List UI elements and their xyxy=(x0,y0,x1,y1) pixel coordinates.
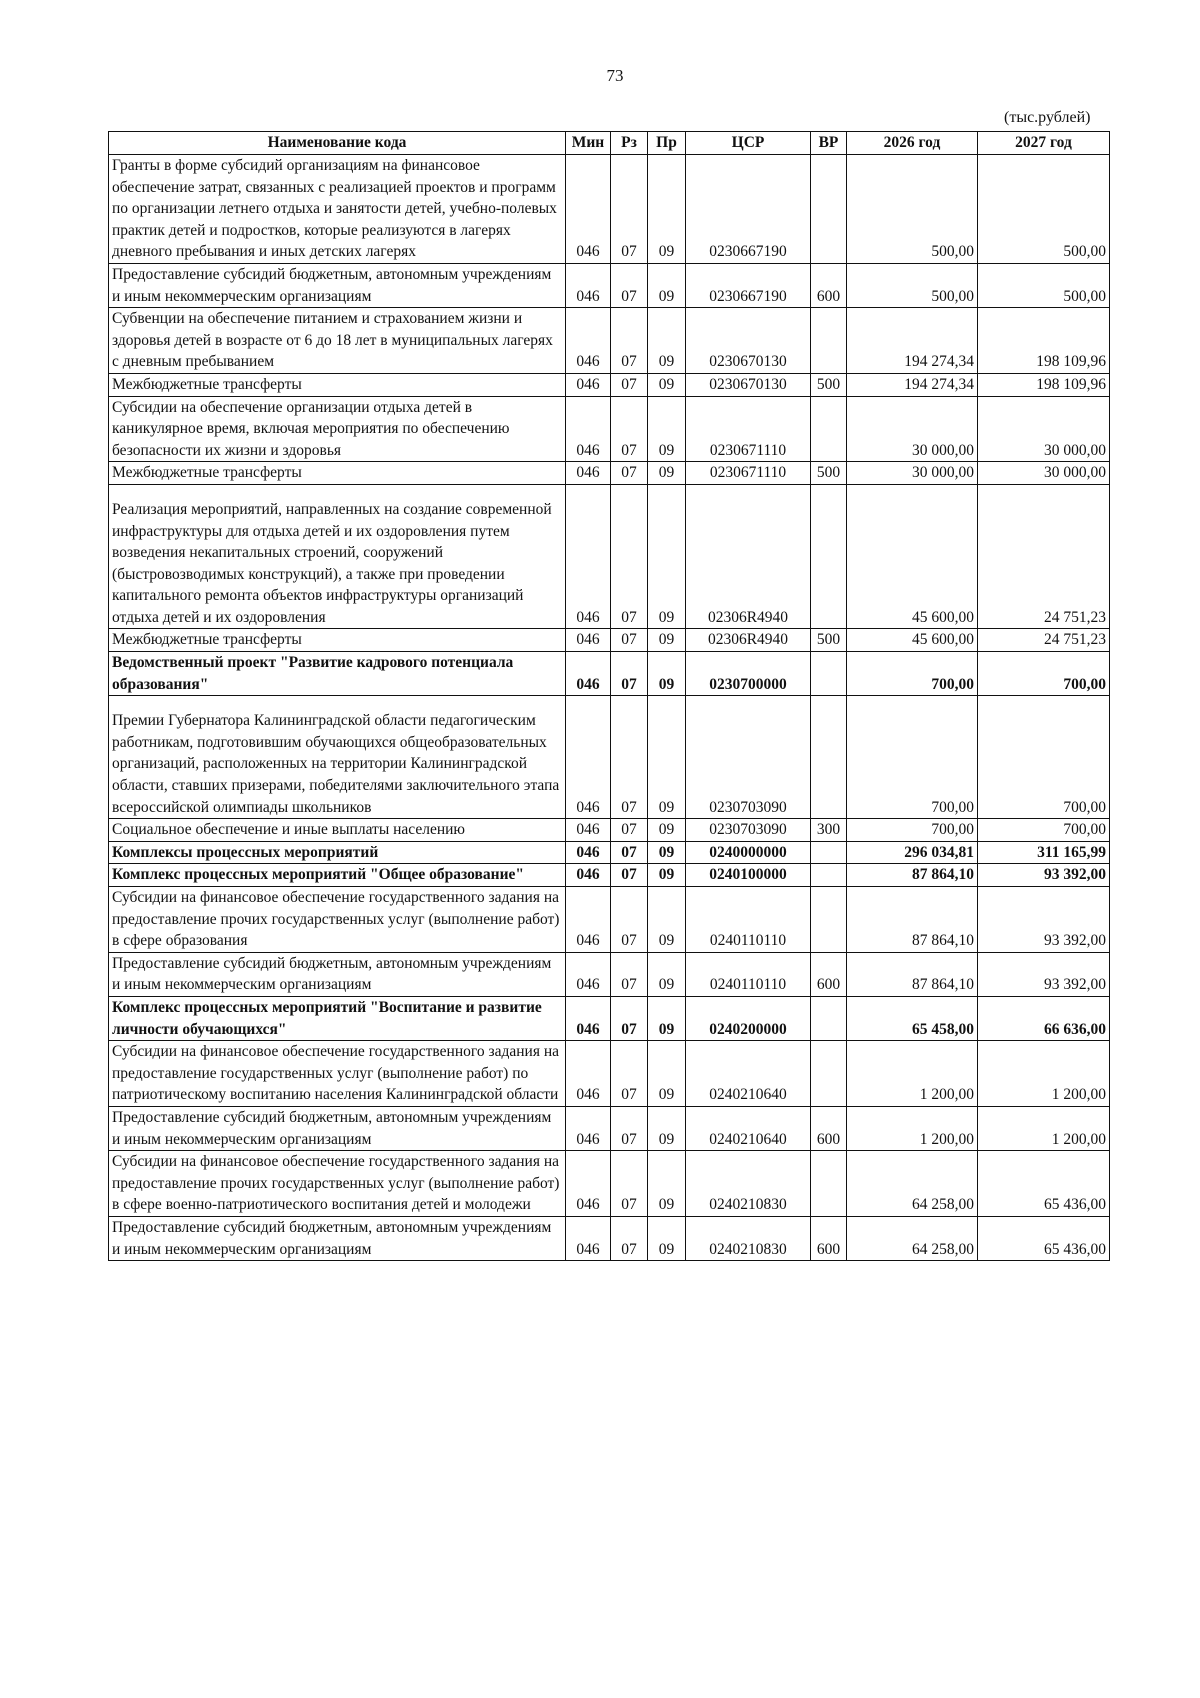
table-row xyxy=(109,629,1110,652)
row-rz: 07 xyxy=(611,396,648,462)
row-csr: 02306R4940 xyxy=(686,629,811,652)
row-amount-2026: 194 274,34 xyxy=(847,308,978,374)
row-name: Реализация мероприятий, направленных на создание современной инфраструктуры для отдыха детей и их оздоровления путем возведения некапитальных строений, сооружений (быстровозводимых конструкций), а также при проведении капитального ремонта объектов инфраструктуры организаций отдыха детей и их оздоровления xyxy=(109,484,566,629)
row-amount-2026: 45 600,00 xyxy=(847,484,978,629)
row-csr: 0240110110 xyxy=(686,887,811,953)
row-vr xyxy=(811,155,847,264)
row-pr: 09 xyxy=(648,696,686,819)
row-vr xyxy=(811,484,847,629)
row-amount-2026: 30 000,00 xyxy=(847,462,978,485)
table-row xyxy=(109,696,1110,819)
row-amount-2026: 194 274,34 xyxy=(847,373,978,396)
row-pr: 09 xyxy=(648,1216,686,1260)
row-pr: 09 xyxy=(648,155,686,264)
row-csr: 0240210640 xyxy=(686,1106,811,1150)
table-row xyxy=(109,462,1110,485)
row-name: Предоставление субсидий бюджетным, автономным учреждениям и иным некоммерческим организациям xyxy=(109,263,566,307)
row-name: Предоставление субсидий бюджетным, автономным учреждениям и иным некоммерческим организациям xyxy=(109,1216,566,1260)
row-min: 046 xyxy=(566,652,611,696)
row-amount-2027: 500,00 xyxy=(978,263,1110,307)
row-vr: 500 xyxy=(811,373,847,396)
row-vr: 300 xyxy=(811,819,847,842)
row-vr xyxy=(811,1041,847,1107)
row-csr: 0240210830 xyxy=(686,1216,811,1260)
row-rz: 07 xyxy=(611,841,648,864)
row-amount-2027: 700,00 xyxy=(978,696,1110,819)
row-amount-2026: 87 864,10 xyxy=(847,864,978,887)
row-name: Комплекс процессных мероприятий "Воспитание и развитие личности обучающихся" xyxy=(109,996,566,1040)
row-csr: 0240200000 xyxy=(686,996,811,1040)
row-min: 046 xyxy=(566,819,611,842)
row-amount-2026: 45 600,00 xyxy=(847,629,978,652)
table-row xyxy=(109,1151,1110,1217)
row-name: Гранты в форме субсидий организациям на финансовое обеспечение затрат, связанных с реализацией проектов и программ по организации летнего отдыха и занятости детей, учебно-полевых практик детей и подростков, которые реализуются в лагерях дневного пребывания и иных детских лагерях xyxy=(109,155,566,264)
row-csr: 02306R4940 xyxy=(686,484,811,629)
table-row xyxy=(109,1216,1110,1260)
row-csr: 0230671110 xyxy=(686,462,811,485)
units-label: (тыс.рублей) xyxy=(1004,109,1091,126)
row-rz: 07 xyxy=(611,952,648,996)
row-amount-2027: 198 109,96 xyxy=(978,308,1110,374)
table-row xyxy=(109,373,1110,396)
row-min: 046 xyxy=(566,155,611,264)
row-csr: 0240110110 xyxy=(686,952,811,996)
row-vr xyxy=(811,996,847,1040)
row-rz: 07 xyxy=(611,373,648,396)
row-amount-2026: 65 458,00 xyxy=(847,996,978,1040)
row-amount-2027: 30 000,00 xyxy=(978,396,1110,462)
row-name: Субсидии на обеспечение организации отдыха детей в каникулярное время, включая мероприятия по обеспечению безопасности их жизни и здоровья xyxy=(109,396,566,462)
table-row xyxy=(109,308,1110,374)
row-pr: 09 xyxy=(648,887,686,953)
row-name: Межбюджетные трансферты xyxy=(109,629,566,652)
row-rz: 07 xyxy=(611,996,648,1040)
row-vr: 500 xyxy=(811,629,847,652)
row-min: 046 xyxy=(566,484,611,629)
header-min: Мин xyxy=(566,132,611,155)
row-vr xyxy=(811,652,847,696)
row-rz: 07 xyxy=(611,652,648,696)
table-row xyxy=(109,1106,1110,1150)
row-amount-2027: 24 751,23 xyxy=(978,629,1110,652)
header-2026: 2026 год xyxy=(847,132,978,155)
table-row xyxy=(109,484,1110,629)
table-body xyxy=(109,155,1110,1261)
row-vr xyxy=(811,696,847,819)
table-row xyxy=(109,996,1110,1040)
row-name: Премии Губернатора Калининградской области педагогическим работникам, подготовившим обучающихся общеобразовательных организаций, расположенных на территории Калининградской области, ставших призерами, победителями заключительного этапа всероссийской олимпиады школьников xyxy=(109,696,566,819)
row-name: Ведомственный проект "Развитие кадрового потенциала образования" xyxy=(109,652,566,696)
table-row xyxy=(109,819,1110,842)
row-pr: 09 xyxy=(648,1041,686,1107)
row-amount-2026: 296 034,81 xyxy=(847,841,978,864)
row-rz: 07 xyxy=(611,1151,648,1217)
row-min: 046 xyxy=(566,864,611,887)
row-name: Субсидии на финансовое обеспечение государственного задания на предоставление прочих государственных услуг (выполнение работ) в сфере военно-патриотического воспитания детей и молодежи xyxy=(109,1151,566,1217)
row-amount-2027: 700,00 xyxy=(978,819,1110,842)
row-amount-2026: 700,00 xyxy=(847,652,978,696)
row-pr: 09 xyxy=(648,841,686,864)
header-rz: Рз xyxy=(611,132,648,155)
row-min: 046 xyxy=(566,373,611,396)
row-csr: 0240210640 xyxy=(686,1041,811,1107)
row-amount-2026: 700,00 xyxy=(847,696,978,819)
row-vr: 500 xyxy=(811,462,847,485)
budget-table xyxy=(108,131,1110,1261)
row-amount-2027: 198 109,96 xyxy=(978,373,1110,396)
row-amount-2027: 24 751,23 xyxy=(978,484,1110,629)
row-pr: 09 xyxy=(648,996,686,1040)
row-rz: 07 xyxy=(611,696,648,819)
row-min: 046 xyxy=(566,996,611,1040)
header-vr: ВР xyxy=(811,132,847,155)
row-name: Предоставление субсидий бюджетным, автономным учреждениям и иным некоммерческим организациям xyxy=(109,1106,566,1150)
row-rz: 07 xyxy=(611,1106,648,1150)
page-number: 73 xyxy=(606,66,624,85)
row-pr: 09 xyxy=(648,819,686,842)
row-csr: 0230670130 xyxy=(686,308,811,374)
table-row xyxy=(109,1041,1110,1107)
row-min: 046 xyxy=(566,1106,611,1150)
row-min: 046 xyxy=(566,887,611,953)
row-min: 046 xyxy=(566,396,611,462)
row-amount-2026: 87 864,10 xyxy=(847,952,978,996)
row-pr: 09 xyxy=(648,864,686,887)
row-vr: 600 xyxy=(811,952,847,996)
row-csr: 0240210830 xyxy=(686,1151,811,1217)
row-vr: 600 xyxy=(811,1106,847,1150)
row-pr: 09 xyxy=(648,952,686,996)
row-amount-2027: 65 436,00 xyxy=(978,1216,1110,1260)
header-csr: ЦСР xyxy=(686,132,811,155)
row-rz: 07 xyxy=(611,263,648,307)
row-amount-2027: 66 636,00 xyxy=(978,996,1110,1040)
row-pr: 09 xyxy=(648,462,686,485)
header-2027: 2027 год xyxy=(978,132,1110,155)
row-rz: 07 xyxy=(611,462,648,485)
row-pr: 09 xyxy=(648,373,686,396)
header-name: Наименование кода xyxy=(109,132,566,155)
table-row xyxy=(109,952,1110,996)
row-amount-2027: 700,00 xyxy=(978,652,1110,696)
row-pr: 09 xyxy=(648,629,686,652)
row-csr: 0230667190 xyxy=(686,263,811,307)
row-min: 046 xyxy=(566,629,611,652)
row-csr: 0240000000 xyxy=(686,841,811,864)
row-vr: 600 xyxy=(811,263,847,307)
row-amount-2027: 1 200,00 xyxy=(978,1041,1110,1107)
row-csr: 0230703090 xyxy=(686,819,811,842)
row-min: 046 xyxy=(566,952,611,996)
table-row xyxy=(109,155,1110,264)
row-amount-2026: 64 258,00 xyxy=(847,1216,978,1260)
row-csr: 0230671110 xyxy=(686,396,811,462)
row-rz: 07 xyxy=(611,629,648,652)
row-amount-2026: 700,00 xyxy=(847,819,978,842)
row-name: Межбюджетные трансферты xyxy=(109,462,566,485)
row-rz: 07 xyxy=(611,864,648,887)
row-amount-2026: 1 200,00 xyxy=(847,1106,978,1150)
row-rz: 07 xyxy=(611,1041,648,1107)
row-name: Субвенции на обеспечение питанием и страхованием жизни и здоровья детей в возрасте от 6 до 18 лет в муниципальных лагерях с дневным пребыванием xyxy=(109,308,566,374)
row-csr: 0230670130 xyxy=(686,373,811,396)
row-min: 046 xyxy=(566,263,611,307)
row-pr: 09 xyxy=(648,263,686,307)
row-name: Комплекс процессных мероприятий "Общее образование" xyxy=(109,864,566,887)
row-pr: 09 xyxy=(648,1106,686,1150)
row-rz: 07 xyxy=(611,887,648,953)
table-row xyxy=(109,864,1110,887)
row-min: 046 xyxy=(566,1151,611,1217)
row-rz: 07 xyxy=(611,484,648,629)
row-vr xyxy=(811,308,847,374)
row-rz: 07 xyxy=(611,308,648,374)
row-min: 046 xyxy=(566,841,611,864)
row-vr xyxy=(811,864,847,887)
row-pr: 09 xyxy=(648,484,686,629)
header-pr: Пр xyxy=(648,132,686,155)
row-rz: 07 xyxy=(611,155,648,264)
row-rz: 07 xyxy=(611,819,648,842)
table-row xyxy=(109,887,1110,953)
row-vr xyxy=(811,887,847,953)
row-amount-2027: 311 165,99 xyxy=(978,841,1110,864)
row-amount-2026: 500,00 xyxy=(847,263,978,307)
row-csr: 0230667190 xyxy=(686,155,811,264)
row-amount-2026: 64 258,00 xyxy=(847,1151,978,1217)
row-min: 046 xyxy=(566,308,611,374)
row-min: 046 xyxy=(566,462,611,485)
table-row xyxy=(109,396,1110,462)
row-name: Комплексы процессных мероприятий xyxy=(109,841,566,864)
row-amount-2027: 500,00 xyxy=(978,155,1110,264)
row-rz: 07 xyxy=(611,1216,648,1260)
row-vr: 600 xyxy=(811,1216,847,1260)
row-amount-2027: 30 000,00 xyxy=(978,462,1110,485)
table-row xyxy=(109,841,1110,864)
row-min: 046 xyxy=(566,1041,611,1107)
table-row xyxy=(109,263,1110,307)
row-pr: 09 xyxy=(648,1151,686,1217)
row-amount-2026: 30 000,00 xyxy=(847,396,978,462)
table-row xyxy=(109,652,1110,696)
row-name: Субсидии на финансовое обеспечение государственного задания на предоставление государственных услуг (выполнение работ) по патриотическому воспитанию населения Калининградской области xyxy=(109,1041,566,1107)
row-amount-2027: 93 392,00 xyxy=(978,952,1110,996)
row-name: Предоставление субсидий бюджетным, автономным учреждениям и иным некоммерческим организациям xyxy=(109,952,566,996)
row-amount-2027: 65 436,00 xyxy=(978,1151,1110,1217)
row-min: 046 xyxy=(566,1216,611,1260)
row-name: Межбюджетные трансферты xyxy=(109,373,566,396)
row-name: Субсидии на финансовое обеспечение государственного задания на предоставление прочих государственных услуг (выполнение работ) в сфере образования xyxy=(109,887,566,953)
row-amount-2026: 87 864,10 xyxy=(847,887,978,953)
row-pr: 09 xyxy=(648,396,686,462)
row-pr: 09 xyxy=(648,308,686,374)
row-csr: 0230703090 xyxy=(686,696,811,819)
row-amount-2026: 500,00 xyxy=(847,155,978,264)
row-name: Социальное обеспечение и иные выплаты населению xyxy=(109,819,566,842)
row-vr xyxy=(811,841,847,864)
row-amount-2027: 93 392,00 xyxy=(978,864,1110,887)
row-vr xyxy=(811,396,847,462)
row-amount-2026: 1 200,00 xyxy=(847,1041,978,1107)
row-vr xyxy=(811,1151,847,1217)
row-amount-2027: 93 392,00 xyxy=(978,887,1110,953)
row-csr: 0230700000 xyxy=(686,652,811,696)
row-csr: 0240100000 xyxy=(686,864,811,887)
header-row xyxy=(109,132,1110,155)
row-min: 046 xyxy=(566,696,611,819)
row-amount-2027: 1 200,00 xyxy=(978,1106,1110,1150)
row-pr: 09 xyxy=(648,652,686,696)
